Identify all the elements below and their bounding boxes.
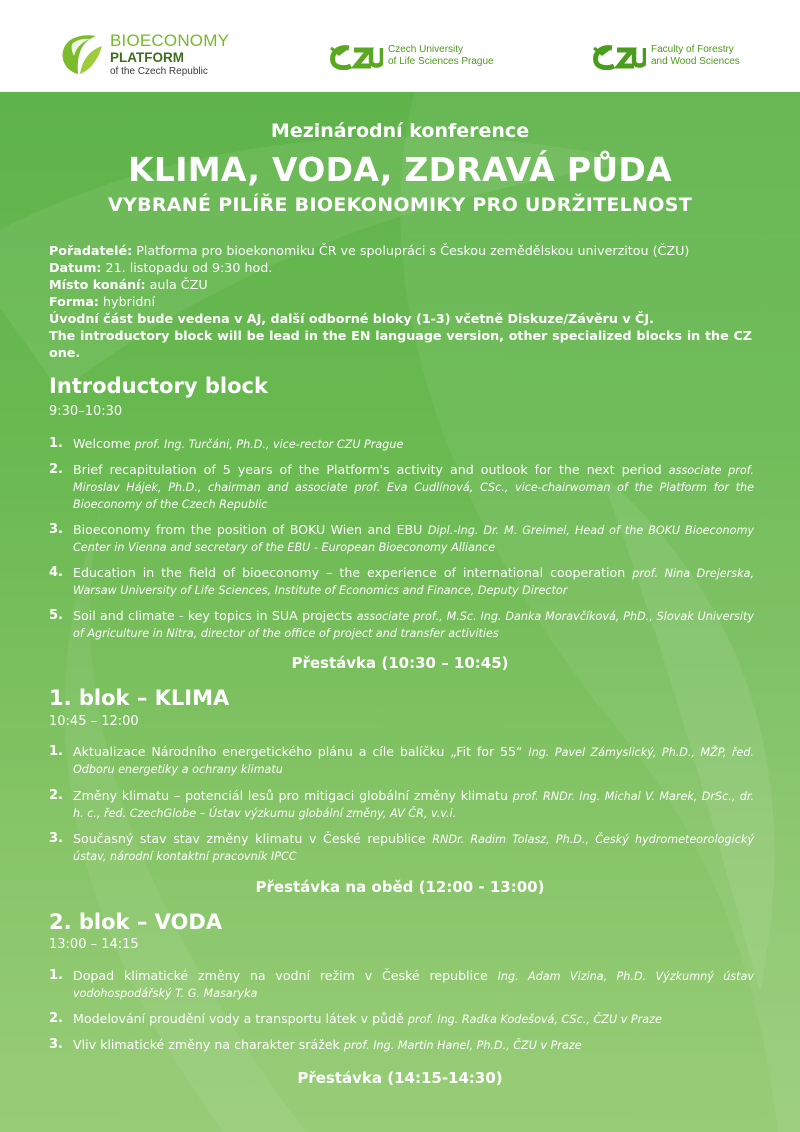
conference-title: KLIMA, VODA, ZDRAVÁ PŮDA xyxy=(128,150,672,189)
czu-mark-icon xyxy=(590,40,646,70)
block-time-voda: 13:00 – 14:15 xyxy=(49,937,139,952)
conference-subtitle: VYBRANÉ PILÍŘE BIOEKONOMIKY PRO UDRŽITELNOST xyxy=(108,194,692,216)
venue-line: Místo konání: aula ČZU xyxy=(49,277,208,292)
logo-line-2: PLATFORM xyxy=(110,50,184,65)
logo-header xyxy=(0,0,800,92)
conference-label: Mezinárodní konference xyxy=(270,120,530,142)
event-info xyxy=(49,242,752,361)
leaf-icon xyxy=(56,30,106,78)
language-note-en: The introductory block will be lead in the EN language version, other specialized blocks in the CZ one. xyxy=(49,328,752,360)
block-title-klima: 1. blok – KLIMA xyxy=(49,686,230,710)
block-title-introductory: Introductory block xyxy=(49,374,268,398)
form-line: Forma: hybridní xyxy=(49,294,155,309)
organizers-line: Pořadatelé: Platforma pro bioekonomiku ČR ve spolupráci s Českou zemědělskou univerzitou (ČZU) xyxy=(49,243,690,258)
break-1: Přestávka (10:30 – 10:45) xyxy=(291,654,509,672)
language-note-cz: Úvodní část bude vedena v AJ, další odborné bloky (1-3) včetně Diskuze/Závěru v ČJ. xyxy=(49,311,654,326)
czu-logo-text: Czech University of Life Sciences Prague xyxy=(388,44,494,67)
date-line: Datum: 21. listopadu od 9:30 hod. xyxy=(49,260,273,275)
block-time-introductory: 9:30–10:30 xyxy=(49,404,123,419)
break-3: Přestávka (14:15-14:30) xyxy=(297,1069,503,1087)
block-time-klima: 10:45 – 12:00 xyxy=(49,714,139,729)
block-title-voda: 2. blok – VODA xyxy=(49,910,223,934)
logo-line-3: of the Czech Republic xyxy=(110,66,208,77)
logo-line-1: BIOECONOMY xyxy=(110,31,230,50)
break-2: Přestávka na oběd (12:00 - 13:00) xyxy=(255,878,545,896)
czu-mark-icon xyxy=(327,40,383,70)
poster-body: Mezinárodní konference KLIMA, VODA, ZDRAVÁ PŮDA VYBRANÉ PILÍŘE BIOEKONOMIKY PRO UDRŽITELNOST Pořadatelé: Platforma pro bioekonomiku ČR ve spolupráci s Českou zemědělskou univerzitou (ČZU) Datum: 21. listopadu od 9:30 hod. Místo konání: aula ČZU Forma: hybridní Úvodní část bude vedena v AJ, další odborné bloky (1-3) včetně Diskuze/Závěru v ČJ. The introductory block will be lead in the EN language version, other specialized blocks in the CZ one. Introductory block 9:30–10:30 1. Welcome prof. Ing. Turčáni, Ph.D., vice-rector CZU Prague 2. Brief recapitulation of 5 years of the Platform's activity and outlook for the next period associate prof. Miroslav Hájek, Ph.D., chairman and associate prof. Eva Cudlínová, CSc., vice-chairwoman of the Platform for the Bioeconomy of the Czech Republic 3. Bioeconomy from the position of BOKU Wien and EBU Dipl.-Ing. Dr. M. Greimel, Head of the BOKU Bioeconomy Center in Vienna and secretary of the EBU - European Bioeconomy Alliance 4. Education in the field of bioeconomy – the experience of international cooperation prof. Nina Drejerska, Warsaw University of Life Sciences, Institute of Economics and Finance, Deputy Director 5. Soil and climate - key topics in SUA projects associate prof., M.Sc. Ing. Danka Moravčíková, PhD., Slovak University of Agriculture in Nitra, director of the office of project and transfer activities Přestávka (10:30 – 10:45) 1. blok – KLIMA 10:45 – 12:00 1. Aktualizace Národního energetického plánu a cíle balíčku „Fit for 55“ Ing. Pavel Zámyslický, Ph.D., MŽP, řed. Odboru energetiky a ochrany klimatu 2. Změny klimatu – potenciál lesů pro mitigaci globální změny klimatu prof. RNDr. Ing. Michal V. Marek, DrSc., dr. h. c., řed. CzechGlobe – Ústav výzkumu globální změny, AV ČR, v.v.i. 3. Současný stav stav změny klimatu v České republice RNDr. Radim Tolasz, Ph.D., Český hydrometeorologický ústav, národní kontaktní pracovník IPCC Přestávka na oběd (12:00 - 13:00) 2. blok – VODA 13:00 – 14:15 1. Dopad klimatické změny na vodní režim v České republice Ing. Adam Vizina, Ph.D. Výzkumný ústav vodohospodářský T. G. Masaryka 2. Modelování proudění vody a transportu látek v půdě prof. Ing. Radka Kodešová, CSc., ČZU v Praze 3. Vliv klimatické změny na charakter srážek prof. Ing. Martin Hanel, Ph.D., ČZU v Praze Přestávka (14:15-14:30) xyxy=(0,92,800,1132)
bioeconomy-platform-logo xyxy=(56,30,256,80)
forestry-logo-text: Faculty of Forestry and Wood Sciences xyxy=(651,44,740,67)
